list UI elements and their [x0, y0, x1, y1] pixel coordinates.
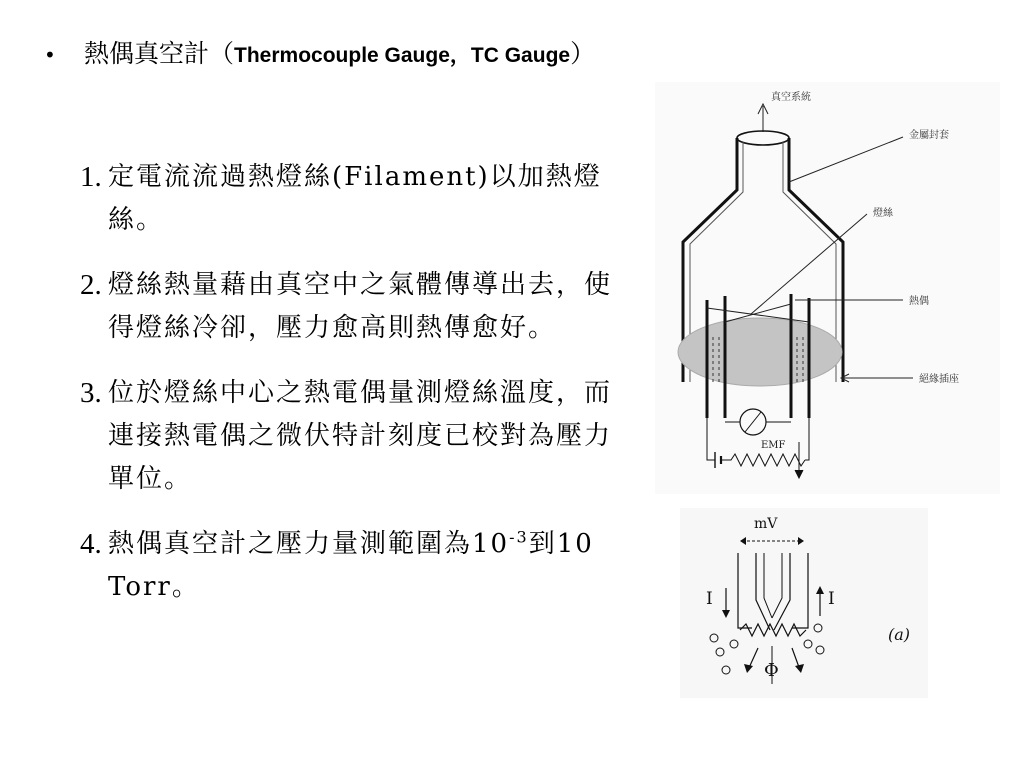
label-figure-a: (a): [888, 625, 911, 644]
list-item-3: [80, 372, 625, 501]
slide-title: [44, 34, 595, 70]
item-text: 定電流流過熱燈絲(Filament)以加熱燈絲。: [108, 162, 602, 235]
item-number: 4.: [80, 528, 102, 560]
schematic-svg: [680, 508, 928, 698]
list-item-2: [80, 264, 625, 350]
gauge-tube-svg: [655, 82, 1000, 494]
label-metal-sheath: 金屬封套: [909, 130, 949, 141]
item-text-main: 熱偶真空計之壓力量測範圍為10: [108, 529, 510, 559]
label-millivolt: mV: [754, 516, 778, 532]
gauge-tube-diagram: [655, 82, 1000, 494]
numbered-list: [80, 156, 625, 631]
bullet-marker: •: [44, 43, 56, 67]
item-number: 2.: [80, 269, 102, 301]
item-text: 位於燈絲中心之熱電偶量測燈絲溫度，而連接熱電偶之微伏特計刻度已校對為壓力單位。: [108, 378, 613, 494]
label-emf: EMF: [761, 440, 786, 451]
thermocouple-schematic: [680, 508, 928, 698]
item-text-tail: 到10 Torr。: [108, 529, 594, 602]
label-filament: 燈絲: [873, 208, 893, 219]
title-chinese: 熱偶真空計: [84, 39, 210, 68]
label-insulating-socket: 絕緣插座: [919, 374, 959, 385]
label-current-left: I: [706, 589, 713, 609]
list-item-4: [80, 523, 625, 609]
list-item-1: [80, 156, 625, 242]
exponent: -3: [509, 527, 529, 547]
title-english: Thermocouple Gauge，TC Gauge: [234, 44, 571, 67]
label-current-right: I: [828, 589, 835, 609]
label-heat-flux: Φ: [764, 660, 779, 681]
label-thermocouple: 熱偶: [909, 296, 929, 307]
title-open-paren: （: [209, 39, 235, 68]
item-text: [108, 523, 625, 609]
item-number: 1.: [80, 161, 102, 193]
item-number: 3.: [80, 377, 102, 409]
item-text: 燈絲熱量藉由真空中之氣體傳導出去，使得燈絲冷卻，壓力愈高則熱傳愈好。: [108, 270, 613, 343]
title-close-paren: ）: [570, 39, 596, 68]
label-vacuum-system: 真空系統: [771, 92, 811, 103]
